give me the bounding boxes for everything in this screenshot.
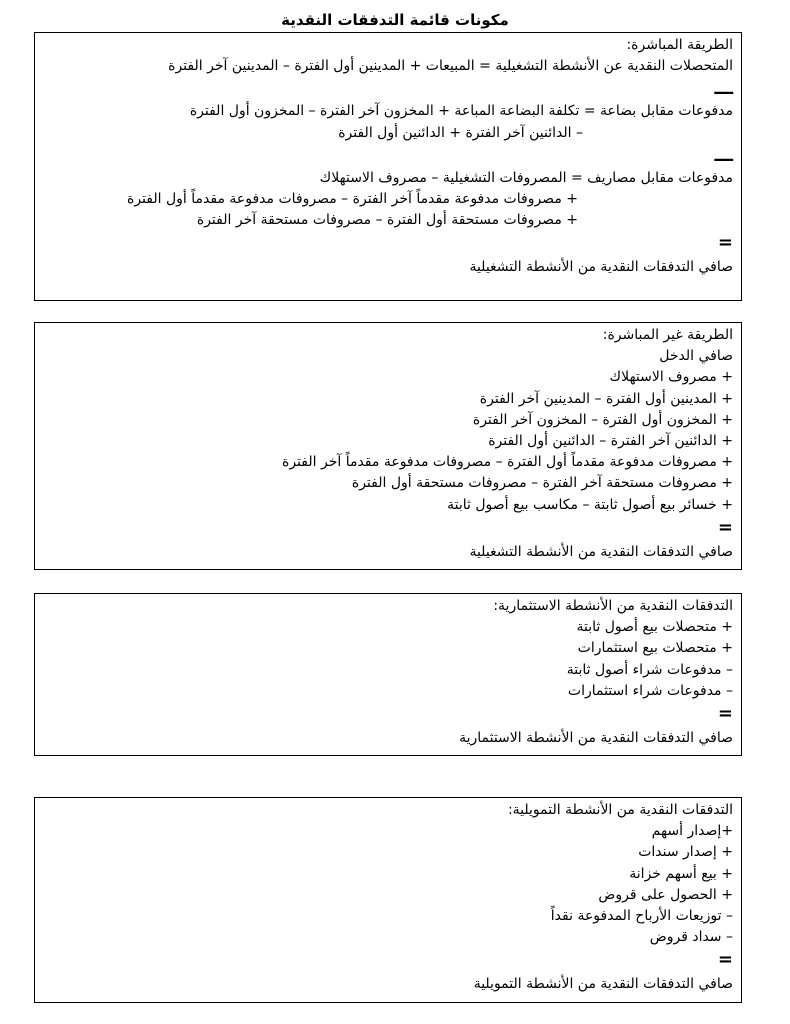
financing-item: + إصدار سندات bbox=[638, 844, 733, 861]
financing-total: صافي التدفقات النقدية من الأنشطة التمويلية bbox=[473, 976, 733, 993]
direct-purchases-formula: مدفوعات مقابل بضاعة = تكلفة البضاعة المباعة + المخزون آخر الفترة – المخزون أول الفترة bbox=[189, 103, 733, 120]
direct-purchases-formula-cont: – الدائنين آخر الفترة + الدائنين أول الفترة bbox=[338, 124, 583, 141]
investing-total: صافي التدفقات النقدية من الأنشطة الاستثمارية bbox=[459, 730, 733, 747]
indirect-item: + المخزون أول الفترة – المخزون آخر الفترة bbox=[472, 411, 733, 428]
indirect-method-box bbox=[34, 322, 742, 570]
investing-activities-box bbox=[34, 593, 742, 756]
indirect-equals-separator: = bbox=[717, 516, 733, 538]
investing-item: – مدفوعات شراء استثمارات bbox=[567, 682, 733, 699]
page-title: مكونات قائمة التدفقات النقدية bbox=[281, 11, 509, 29]
financing-item: – سداد قروض bbox=[649, 929, 733, 946]
financing-item: +إصدار أسهم bbox=[651, 823, 733, 840]
indirect-item: + خسائر بيع أصول ثابتة – مكاسب بيع أصول ثابتة bbox=[447, 496, 733, 513]
direct-minus-separator-2: ـــ bbox=[714, 144, 733, 166]
indirect-item: + المدينين أول الفترة – المدينين آخر الفترة bbox=[479, 390, 733, 407]
direct-minus-separator-1: ـــ bbox=[714, 78, 733, 100]
indirect-total: صافي التدفقات النقدية من الأنشطة التشغيلية bbox=[469, 543, 733, 560]
financing-equals-separator: = bbox=[717, 949, 733, 971]
direct-equals-separator: = bbox=[717, 232, 733, 254]
direct-expenses-formula-cont-2: + مصروفات مستحقة أول الفترة – مصروفات مستحقة آخر الفترة bbox=[196, 212, 578, 229]
direct-expenses-formula-cont-1: + مصروفات مدفوعة مقدماً آخر الفترة – مصروفات مدفوعة مقدماً أول الفترة bbox=[127, 191, 578, 208]
investing-item: + متحصلات بيع أصول ثابتة bbox=[576, 619, 733, 636]
indirect-item: + الدائنين آخر الفترة – الدائنين أول الفترة bbox=[488, 433, 733, 450]
investing-item: – مدفوعات شراء أصول ثابتة bbox=[566, 661, 733, 678]
direct-method-box bbox=[34, 32, 742, 301]
direct-heading: الطريقة المباشرة: bbox=[626, 37, 733, 53]
financing-item: + الحصول على قروض bbox=[598, 886, 733, 903]
indirect-item: + مصروفات مدفوعة مقدماً أول الفترة – مصروفات مدفوعة مقدماً آخر الفترة bbox=[282, 454, 733, 471]
financing-activities-box bbox=[34, 797, 742, 1003]
financing-heading: التدفقات النقدية من الأنشطة التمويلية: bbox=[507, 802, 733, 818]
direct-total: صافي التدفقات النقدية من الأنشطة التشغيلية bbox=[469, 259, 733, 276]
direct-receipts-formula: المتحصلات النقدية عن الأنشطة التشغيلية = المبيعات + المدينين أول الفترة – المدينين آخر الفترة bbox=[168, 58, 733, 75]
financing-item: + بيع أسهم خزانة bbox=[629, 865, 733, 882]
financing-item: – توزيعات الأرباح المدفوعة نقداً bbox=[550, 908, 733, 925]
direct-expenses-formula: مدفوعات مقابل مصاريف = المصروفات التشغيلية – مصروف الاستهلاك bbox=[319, 169, 733, 186]
indirect-heading: الطريقة غير المباشرة: bbox=[602, 327, 733, 343]
indirect-item: + مصروف الاستهلاك bbox=[609, 369, 733, 386]
investing-heading: التدفقات النقدية من الأنشطة الاستثمارية: bbox=[493, 598, 733, 614]
investing-item: + متحصلات بيع استثمارات bbox=[577, 640, 733, 657]
investing-equals-separator: = bbox=[717, 703, 733, 725]
indirect-item: صافي الدخل bbox=[659, 348, 733, 365]
indirect-item: + مصروفات مستحقة آخر الفترة – مصروفات مستحقة أول الفترة bbox=[351, 475, 733, 492]
